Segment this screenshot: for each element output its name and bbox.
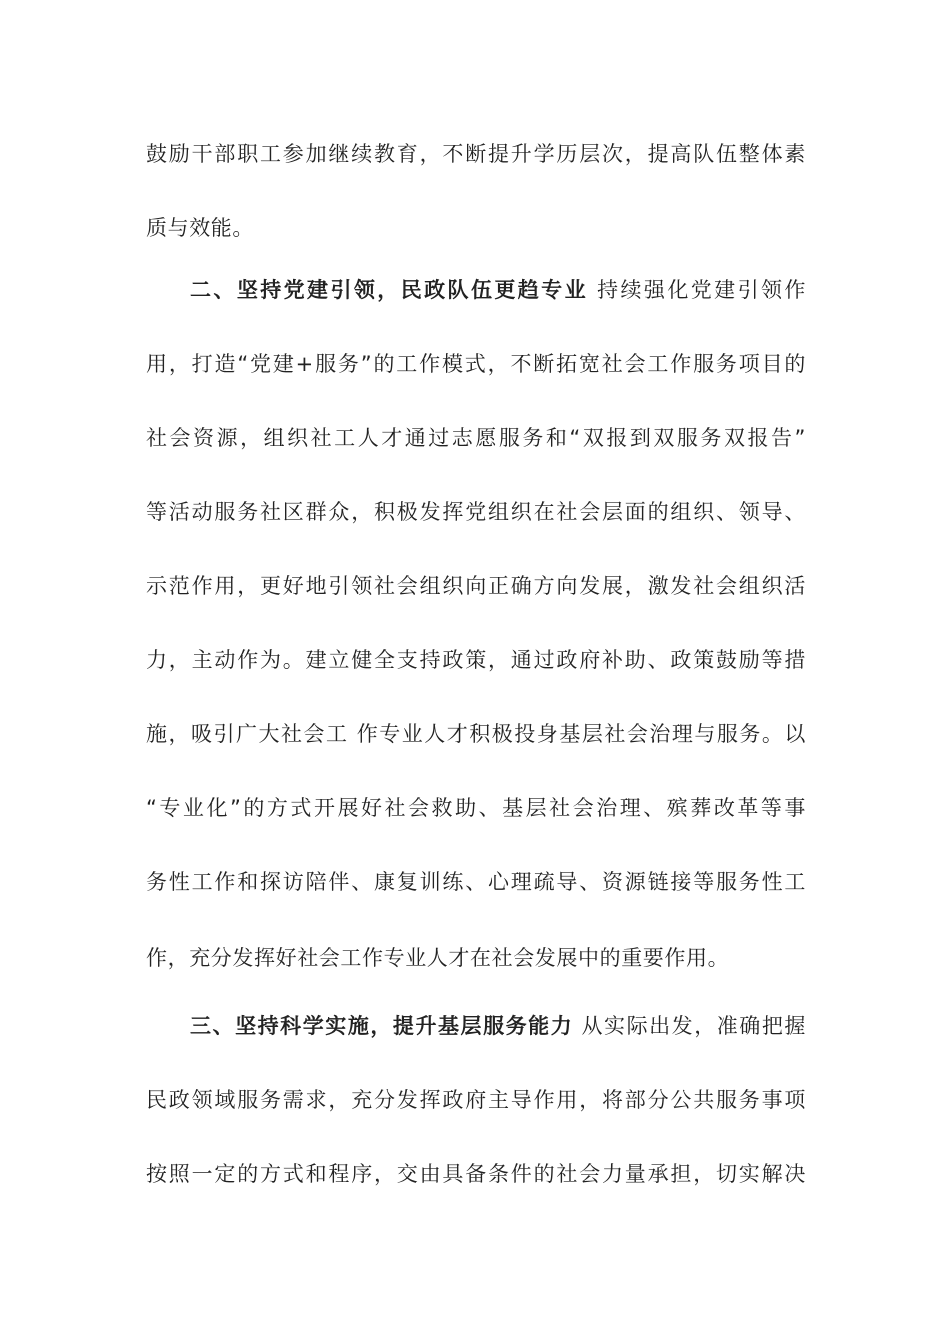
body-line: 鼓励干部职工参加继续教育，不断提升学历层次，提高队伍整体素 — [146, 142, 806, 166]
body-text: 从实际出发，准确把握 — [573, 1014, 806, 1038]
body-line: 按照一定的方式和程序，交由具备条件的社会力量承担，切实解决 — [146, 1162, 806, 1186]
body-line: 社会资源，组织社工人才通过志愿服务和“双报到双服务双报告” — [146, 426, 806, 450]
section-heading-line — [190, 270, 806, 310]
body-line: 民政领域服务需求，充分发挥政府主导作用，将部分公共服务事项 — [146, 1088, 806, 1112]
section-heading: 三、坚持科学实施，提升基层服务能力 — [190, 1014, 574, 1038]
body-line: 用，打造“党建+服务”的工作模式，不断拓宽社会工作服务项目的 — [146, 352, 806, 376]
section-heading-line — [190, 1006, 806, 1046]
body-line: 等活动服务社区群众，积极发挥党组织在社会层面的组织、领导、 — [146, 500, 806, 524]
body-line: 务性工作和探访陪伴、康复训练、心理疏导、资源链接等服务性工 — [146, 870, 806, 894]
body-line: 施，吸引广大社会工 作专业人才积极投身基层社会治理与服务。以 — [146, 722, 806, 746]
body-line: 质与效能。 — [146, 216, 254, 240]
body-line: 作，充分发挥好社会工作专业人才在社会发展中的重要作用。 — [146, 946, 730, 970]
body-line: 力，主动作为。建立健全支持政策，通过政府补助、政策鼓励等措 — [146, 648, 806, 672]
section-heading: 二、坚持党建引领，民政队伍更趋专业 — [190, 278, 589, 302]
body-line: “专业化”的方式开展好社会救助、基层社会治理、殡葬改革等事 — [146, 796, 806, 820]
body-text: 持续强化党建引领作 — [588, 278, 806, 302]
body-line: 示范作用，更好地引领社会组织向正确方向发展，激发社会组织活 — [146, 574, 806, 598]
